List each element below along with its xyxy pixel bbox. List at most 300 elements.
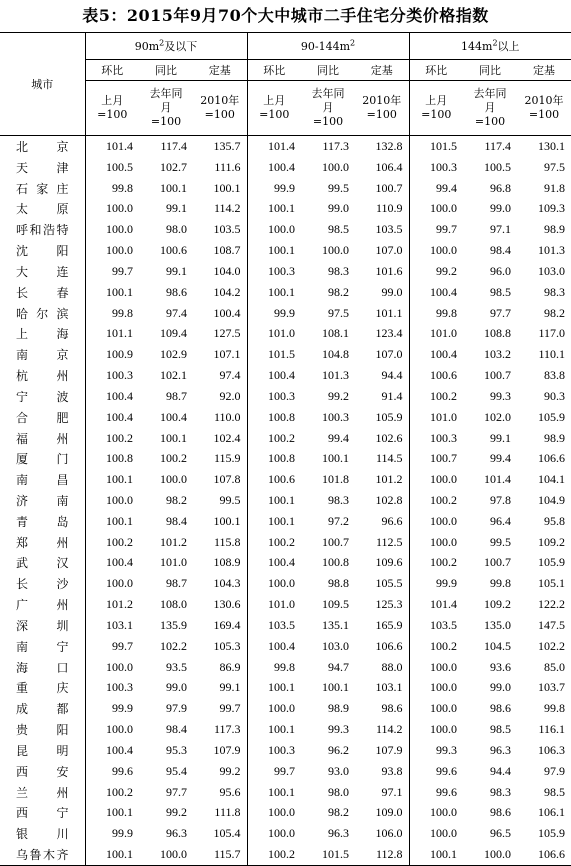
- value-cell: 100.0: [106, 659, 133, 674]
- value-cell: 100.2: [247, 844, 301, 865]
- value-cell: 94.7: [328, 659, 350, 674]
- table-row: [0, 448, 571, 469]
- value-cell: 115.9: [193, 448, 247, 469]
- value-cell: 98.3: [490, 784, 512, 799]
- value-cell: 97.4: [193, 365, 247, 386]
- city-cell: 沈阳: [0, 240, 85, 261]
- value-cell: 104.9: [538, 492, 566, 507]
- value-cell: 98.5: [544, 784, 566, 799]
- city-cell: 长沙: [0, 573, 85, 594]
- value-cell: 100.0: [268, 576, 296, 591]
- table-row: [0, 636, 571, 657]
- value-cell: 99.1: [166, 263, 187, 278]
- value-cell: 100.4: [268, 638, 296, 653]
- value-cell: 92.0: [193, 386, 247, 407]
- value-cell: 99.5: [490, 534, 512, 549]
- value-cell: 103.5: [193, 219, 247, 240]
- value-cell: 101.5: [268, 347, 296, 362]
- value-cell: 96.3: [328, 826, 350, 841]
- value-cell: 98.7: [166, 576, 187, 591]
- value-cell: 100.3: [106, 680, 133, 695]
- value-cell: 109.2: [538, 534, 566, 549]
- value-cell: 101.4: [268, 138, 296, 153]
- value-cell: 100.1: [268, 513, 296, 528]
- value-cell: 100.8: [322, 555, 350, 570]
- base-header: 上月 =100: [85, 81, 139, 136]
- subtype-header: 同比: [139, 60, 193, 81]
- value-cell: 100.0: [106, 492, 133, 507]
- value-cell: 100.1: [160, 180, 187, 195]
- value-cell: 99.7: [193, 698, 247, 719]
- value-cell: 100.8: [106, 451, 133, 466]
- city-cell: 呼和浩特: [0, 219, 85, 240]
- value-cell: 101.2: [106, 597, 133, 612]
- value-cell: 99.3: [436, 742, 458, 757]
- table-row: [0, 282, 571, 303]
- value-cell: 100.2: [268, 430, 296, 445]
- value-cell: 100.4: [160, 409, 187, 424]
- table-row: [0, 198, 571, 219]
- table-row: [0, 511, 571, 532]
- value-cell: 100.0: [430, 805, 458, 820]
- city-cell: 济南: [0, 490, 85, 511]
- table-row: [0, 740, 571, 761]
- value-cell: 99.3: [490, 388, 512, 403]
- value-cell: 100.4: [268, 555, 296, 570]
- value-cell: 108.0: [160, 597, 187, 612]
- value-cell: 102.2: [160, 638, 187, 653]
- value-cell: 100.1: [322, 680, 350, 695]
- city-cell: 长春: [0, 282, 85, 303]
- city-cell: 西宁: [0, 803, 85, 824]
- value-cell: 100.0: [106, 222, 133, 237]
- value-cell: 106.3: [538, 742, 566, 757]
- table-row: [0, 844, 571, 865]
- value-cell: 100.1: [268, 201, 296, 216]
- value-cell: 103.0: [322, 638, 350, 653]
- group-header-text: 90m: [134, 40, 160, 53]
- value-cell: 99.0: [490, 201, 512, 216]
- value-cell: 96.0: [490, 263, 512, 278]
- price-index-table: [0, 32, 571, 866]
- value-cell: 98.0: [166, 222, 187, 237]
- group-header-text: 144m: [461, 40, 493, 53]
- value-cell: 99.7: [112, 638, 133, 653]
- value-cell: 135.0: [484, 617, 512, 632]
- table-row: [0, 719, 571, 740]
- value-cell: 130.6: [193, 594, 247, 615]
- value-cell: 97.2: [328, 513, 350, 528]
- table-row: [0, 657, 571, 678]
- value-cell: 95.8: [544, 513, 566, 528]
- value-cell: 104.8: [322, 347, 350, 362]
- value-cell: 132.8: [355, 136, 409, 157]
- value-cell: 100.0: [268, 701, 296, 716]
- value-cell: 98.4: [166, 722, 187, 737]
- value-cell: 100.1: [85, 844, 139, 865]
- value-cell: 98.2: [328, 284, 350, 299]
- value-cell: 110.0: [193, 407, 247, 428]
- value-cell: 125.3: [355, 594, 409, 615]
- value-cell: 99.5: [328, 180, 350, 195]
- value-cell: 102.7: [160, 159, 187, 174]
- value-cell: 100.0: [430, 659, 458, 674]
- value-cell: 101.0: [430, 326, 458, 341]
- value-cell: 100.0: [430, 722, 458, 737]
- subtype-header: 环比: [85, 60, 139, 81]
- value-cell: 98.9: [544, 222, 566, 237]
- value-cell: 101.1: [106, 326, 133, 341]
- value-cell: 106.4: [355, 157, 409, 178]
- value-cell: 97.9: [544, 763, 566, 778]
- value-cell: 135.7: [193, 136, 247, 157]
- group-header-sup: 2: [159, 38, 165, 48]
- subtype-header: 定基: [355, 60, 409, 81]
- base-header: 去年同 月 =100: [301, 81, 355, 136]
- table-row: [0, 240, 571, 261]
- value-cell: 101.4: [484, 472, 512, 487]
- value-cell: 114.5: [355, 448, 409, 469]
- group-header-1: [85, 33, 247, 60]
- value-cell: 96.8: [490, 180, 512, 195]
- city-cell: 海口: [0, 657, 85, 678]
- value-cell: 100.0: [322, 243, 350, 258]
- subtype-header: 环比: [247, 60, 301, 81]
- value-cell: 103.1: [106, 617, 133, 632]
- value-cell: 97.8: [490, 492, 512, 507]
- value-cell: 103.7: [538, 680, 566, 695]
- value-cell: 100.4: [106, 555, 133, 570]
- value-cell: 99.0: [355, 282, 409, 303]
- base-header: 2010年 =100: [193, 81, 247, 136]
- value-cell: 96.4: [490, 513, 512, 528]
- header-row-groups: [0, 33, 571, 60]
- header-row-subtypes: [0, 60, 571, 81]
- value-cell: 97.7: [490, 305, 512, 320]
- value-cell: 98.3: [328, 492, 350, 507]
- base-header: 上月 =100: [247, 81, 301, 136]
- value-cell: 99.4: [436, 180, 458, 195]
- value-cell: 117.0: [538, 326, 566, 341]
- value-cell: 100.2: [106, 534, 133, 549]
- value-cell: 95.6: [193, 782, 247, 803]
- value-cell: 93.6: [490, 659, 512, 674]
- city-cell: 上海: [0, 323, 85, 344]
- value-cell: 100.0: [463, 844, 517, 865]
- city-cell: 深圳: [0, 615, 85, 636]
- value-cell: 100.3: [106, 368, 133, 383]
- table-row: [0, 573, 571, 594]
- value-cell: 169.4: [193, 615, 247, 636]
- value-cell: 100.2: [160, 451, 187, 466]
- value-cell: 101.8: [322, 472, 350, 487]
- value-cell: 107.0: [355, 344, 409, 365]
- value-cell: 109.0: [355, 803, 409, 824]
- city-cell: 宁波: [0, 386, 85, 407]
- table-row: [0, 157, 571, 178]
- group-header-suffix: 及以下: [164, 40, 198, 53]
- table-row: [0, 761, 571, 782]
- table-row: [0, 303, 571, 324]
- value-cell: 100.4: [268, 368, 296, 383]
- value-cell: 105.9: [538, 409, 566, 424]
- value-cell: 100.2: [430, 555, 458, 570]
- value-cell: 101.3: [322, 368, 350, 383]
- value-cell: 100.6: [430, 368, 458, 383]
- city-cell: 南宁: [0, 636, 85, 657]
- value-cell: 99.1: [490, 430, 512, 445]
- city-cell: 厦门: [0, 448, 85, 469]
- value-cell: 165.9: [355, 615, 409, 636]
- table-row: [0, 344, 571, 365]
- value-cell: 100.6: [160, 243, 187, 258]
- value-cell: 105.3: [193, 636, 247, 657]
- table-row: [0, 407, 571, 428]
- value-cell: 127.5: [193, 323, 247, 344]
- value-cell: 100.4: [430, 347, 458, 362]
- value-cell: 98.9: [544, 430, 566, 445]
- value-cell: 109.3: [538, 201, 566, 216]
- value-cell: 98.6: [355, 698, 409, 719]
- group-header-3: [409, 33, 571, 60]
- value-cell: 98.4: [166, 513, 187, 528]
- value-cell: 100.0: [430, 680, 458, 695]
- value-cell: 83.8: [544, 368, 566, 383]
- value-cell: 100.1: [106, 284, 133, 299]
- value-cell: 122.2: [538, 597, 566, 612]
- value-cell: 100.0: [430, 201, 458, 216]
- value-cell: 107.9: [193, 740, 247, 761]
- value-cell: 102.4: [193, 428, 247, 449]
- value-cell: 100.7: [484, 368, 512, 383]
- value-cell: 101.1: [355, 303, 409, 324]
- value-cell: 102.2: [538, 638, 566, 653]
- subtype-header: 定基: [517, 60, 571, 81]
- value-cell: 109.6: [355, 553, 409, 574]
- value-cell: 96.3: [490, 742, 512, 757]
- value-cell: 116.1: [538, 722, 566, 737]
- subtype-header: 同比: [463, 60, 517, 81]
- value-cell: 100.1: [409, 844, 463, 865]
- value-cell: 99.4: [328, 430, 350, 445]
- value-cell: 100.0: [268, 826, 296, 841]
- table-row: [0, 178, 571, 199]
- value-cell: 101.3: [538, 243, 566, 258]
- base-header: 上月 =100: [409, 81, 463, 136]
- value-cell: 100.0: [430, 513, 458, 528]
- value-cell: 100.1: [268, 722, 296, 737]
- value-cell: 110.1: [538, 347, 566, 362]
- value-cell: 99.6: [436, 784, 458, 799]
- value-cell: 100.8: [268, 409, 296, 424]
- value-cell: 100.5: [106, 159, 133, 174]
- value-cell: 105.9: [538, 826, 566, 841]
- value-cell: 101.4: [430, 597, 458, 612]
- value-cell: 99.9: [112, 701, 133, 716]
- value-cell: 100.8: [268, 451, 296, 466]
- group-header-text: 90-144m: [300, 39, 351, 53]
- value-cell: 93.8: [355, 761, 409, 782]
- value-cell: 102.9: [160, 347, 187, 362]
- value-cell: 98.4: [490, 243, 512, 258]
- value-cell: 106.6: [355, 636, 409, 657]
- value-cell: 97.1: [355, 782, 409, 803]
- value-cell: 100.1: [193, 178, 247, 199]
- table-row: [0, 469, 571, 490]
- value-cell: 99.9: [274, 180, 296, 195]
- value-cell: 97.1: [490, 222, 512, 237]
- value-cell: 130.1: [538, 138, 566, 153]
- value-cell: 100.1: [160, 430, 187, 445]
- city-cell: 银川: [0, 823, 85, 844]
- city-cell: 广州: [0, 594, 85, 615]
- value-cell: 100.0: [322, 159, 350, 174]
- value-cell: 135.1: [322, 617, 350, 632]
- value-cell: 101.0: [268, 597, 296, 612]
- value-cell: 108.1: [322, 326, 350, 341]
- base-header: 去年同 月 =100: [139, 81, 193, 136]
- value-cell: 108.9: [193, 553, 247, 574]
- value-cell: 100.4: [106, 742, 133, 757]
- value-cell: 96.2: [328, 742, 350, 757]
- value-cell: 99.1: [166, 201, 187, 216]
- value-cell: 85.0: [544, 659, 566, 674]
- value-cell: 96.6: [355, 511, 409, 532]
- value-cell: 98.0: [328, 784, 350, 799]
- city-cell: 大连: [0, 261, 85, 282]
- table-row: [0, 136, 571, 157]
- value-cell: 100.5: [484, 159, 512, 174]
- value-cell: 105.1: [538, 576, 566, 591]
- group-header-sup: 2: [350, 37, 356, 47]
- value-cell: 99.8: [274, 659, 296, 674]
- value-cell: 100.4: [193, 303, 247, 324]
- value-cell: 100.3: [268, 388, 296, 403]
- value-cell: 101.6: [355, 261, 409, 282]
- value-cell: 99.8: [544, 701, 566, 716]
- value-cell: 91.4: [355, 386, 409, 407]
- base-header: 2010年 =100: [517, 81, 571, 136]
- value-cell: 99.8: [436, 305, 458, 320]
- city-cell: 南昌: [0, 469, 85, 490]
- value-cell: 97.5: [544, 159, 566, 174]
- value-cell: 101.4: [106, 138, 133, 153]
- value-cell: 100.7: [430, 451, 458, 466]
- value-cell: 99.2: [193, 761, 247, 782]
- value-cell: 103.5: [430, 617, 458, 632]
- group-header-2: [247, 33, 409, 60]
- value-cell: 101.5: [430, 138, 458, 153]
- value-cell: 100.1: [193, 511, 247, 532]
- value-cell: 112.5: [355, 532, 409, 553]
- header-row-bases: [0, 81, 571, 136]
- value-cell: 100.2: [430, 388, 458, 403]
- value-cell: 100.0: [430, 243, 458, 258]
- value-cell: 96.3: [166, 826, 187, 841]
- value-cell: 99.6: [436, 763, 458, 778]
- value-cell: 99.1: [193, 678, 247, 699]
- value-cell: 100.1: [268, 284, 296, 299]
- value-cell: 93.5: [166, 659, 187, 674]
- value-cell: 103.0: [538, 263, 566, 278]
- value-cell: 100.0: [268, 805, 296, 820]
- city-cell: 南京: [0, 344, 85, 365]
- base-header: 2010年 =100: [355, 81, 409, 136]
- value-cell: 100.0: [430, 534, 458, 549]
- city-cell: 兰州: [0, 782, 85, 803]
- city-cell: 太原: [0, 198, 85, 219]
- value-cell: 99.9: [274, 305, 296, 320]
- value-cell: 100.0: [106, 201, 133, 216]
- value-cell: 117.4: [484, 138, 512, 153]
- value-cell: 99.3: [328, 722, 350, 737]
- value-cell: 97.4: [166, 305, 187, 320]
- value-cell: 123.4: [355, 323, 409, 344]
- value-cell: 109.5: [322, 597, 350, 612]
- table-row: [0, 782, 571, 803]
- value-cell: 103.1: [355, 678, 409, 699]
- value-cell: 100.7: [355, 178, 409, 199]
- value-cell: 98.6: [490, 701, 512, 716]
- city-cell: 福州: [0, 428, 85, 449]
- value-cell: 103.2: [484, 347, 512, 362]
- table-row: [0, 219, 571, 240]
- value-cell: 100.0: [430, 701, 458, 716]
- value-cell: 135.9: [160, 617, 187, 632]
- value-cell: 91.8: [544, 180, 566, 195]
- value-cell: 100.0: [106, 243, 133, 258]
- value-cell: 108.7: [193, 240, 247, 261]
- value-cell: 98.5: [490, 722, 512, 737]
- table-row: [0, 490, 571, 511]
- value-cell: 100.0: [430, 472, 458, 487]
- city-cell: 天津: [0, 157, 85, 178]
- value-cell: 99.2: [328, 388, 350, 403]
- value-cell: 99.4: [490, 451, 512, 466]
- value-cell: 99.8: [112, 180, 133, 195]
- table-row: [0, 823, 571, 844]
- value-cell: 111.6: [193, 157, 247, 178]
- value-cell: 100.1: [106, 472, 133, 487]
- value-cell: 114.2: [193, 198, 247, 219]
- value-cell: 105.9: [355, 407, 409, 428]
- value-cell: 100.3: [430, 430, 458, 445]
- city-cell: 成都: [0, 698, 85, 719]
- value-cell: 107.8: [193, 469, 247, 490]
- value-cell: 107.0: [355, 240, 409, 261]
- value-cell: 98.6: [166, 284, 187, 299]
- value-cell: 93.0: [328, 763, 350, 778]
- value-cell: 105.5: [355, 573, 409, 594]
- value-cell: 98.3: [544, 284, 566, 299]
- value-cell: 99.8: [112, 305, 133, 320]
- value-cell: 100.0: [430, 826, 458, 841]
- city-cell: 北京: [0, 136, 85, 157]
- value-cell: 101.0: [160, 555, 187, 570]
- value-cell: 98.5: [328, 222, 350, 237]
- value-cell: 117.3: [193, 719, 247, 740]
- value-cell: 104.1: [538, 472, 566, 487]
- value-cell: 99.9: [436, 576, 458, 591]
- city-cell: 杭州: [0, 365, 85, 386]
- subtype-header: 定基: [193, 60, 247, 81]
- value-cell: 100.4: [106, 388, 133, 403]
- value-cell: 109.2: [484, 597, 512, 612]
- value-cell: 99.9: [112, 826, 133, 841]
- value-cell: 101.0: [268, 326, 296, 341]
- table-row: [0, 594, 571, 615]
- value-cell: 115.7: [193, 844, 247, 865]
